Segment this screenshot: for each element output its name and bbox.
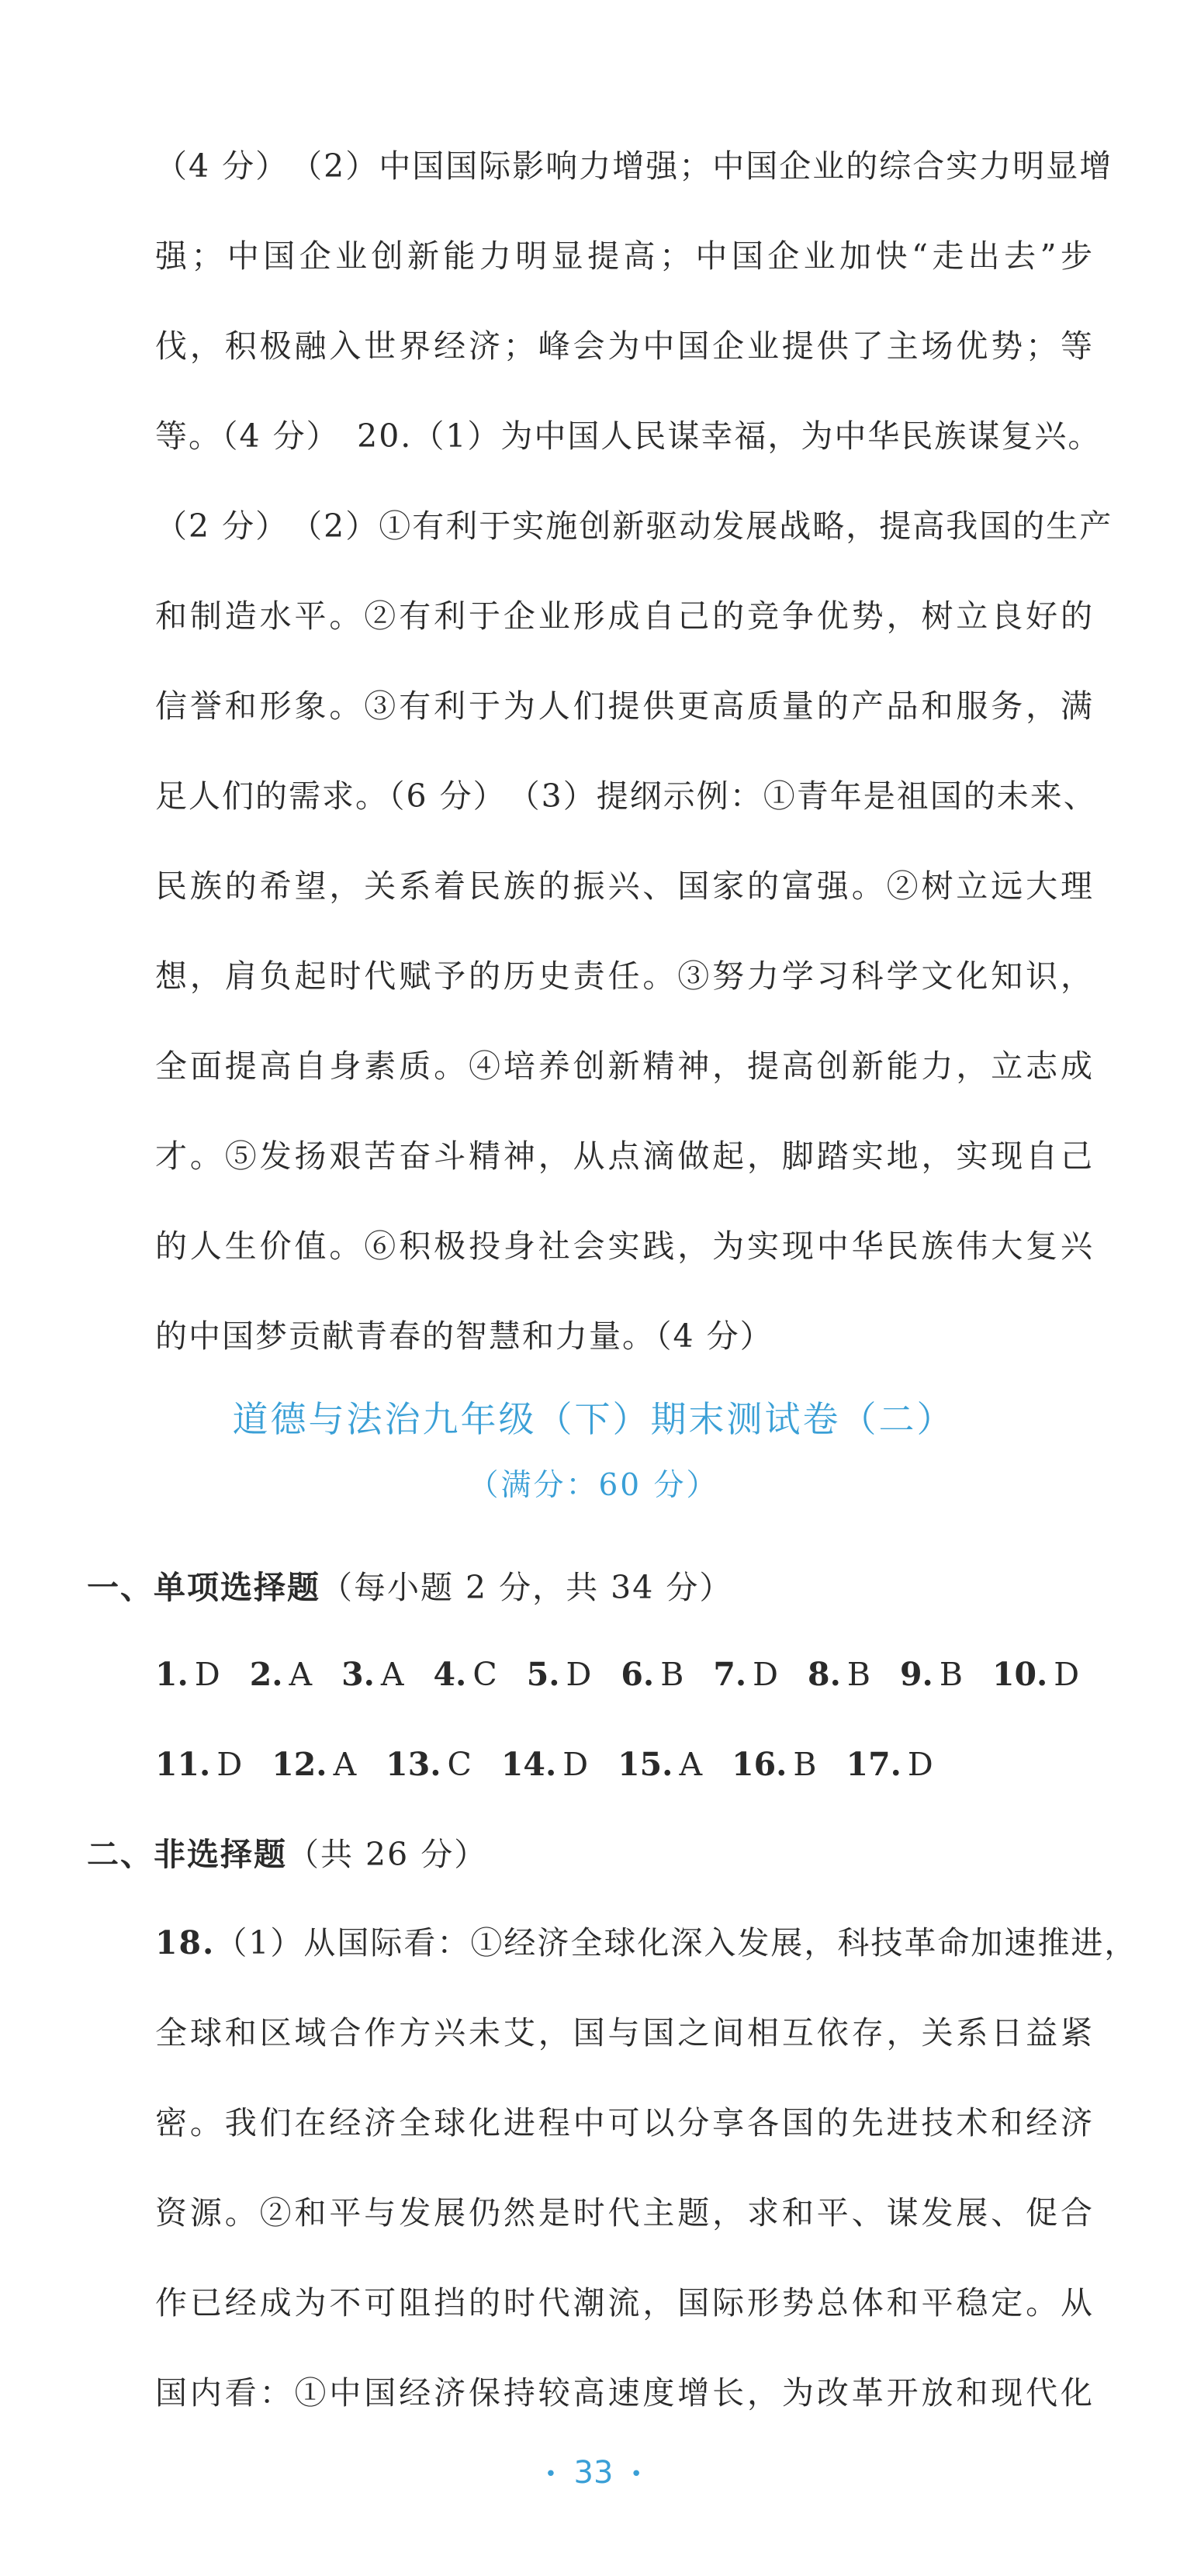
answers-row-1 <box>155 1654 1109 1695</box>
answer-item <box>155 1654 220 1695</box>
answer-choice: D <box>1054 1656 1080 1693</box>
answer-choice: B <box>660 1656 684 1693</box>
answers-row-2 <box>155 1744 963 1785</box>
section-heading-label: 二、非选择题 <box>87 1836 287 1873</box>
answer-choice: D <box>216 1746 243 1783</box>
answer-choice: A <box>380 1656 404 1693</box>
answer-item <box>501 1744 588 1785</box>
answer-line: 强；中国企业创新能力明显提高；中国企业加快“走出去”步 <box>155 237 1094 275</box>
answer-number: 12. <box>272 1746 327 1783</box>
answer-line: 才。⑤发扬艰苦奋斗精神，从点滴做起，脚踏实地，实现自己 <box>155 1137 1094 1175</box>
answer-line <box>155 1923 1138 1963</box>
answer-line <box>155 416 1102 456</box>
answer-number: 15. <box>618 1746 673 1783</box>
answer-line: 的中国梦贡献青春的智慧和力量。（4 分） <box>155 1317 773 1355</box>
answer-item <box>992 1654 1079 1695</box>
answer-choice: D <box>566 1656 592 1693</box>
answer-item <box>386 1744 472 1785</box>
section-heading-label: 一、单项选择题 <box>87 1569 320 1606</box>
answer-choice: B <box>939 1656 963 1693</box>
answer-number: 2. <box>249 1656 283 1693</box>
answer-line: 想，肩负起时代赋予的历史责任。③努力学习科学文化知识， <box>155 957 1094 995</box>
answer-number: 16. <box>732 1746 787 1783</box>
answer-choice: A <box>679 1746 703 1783</box>
answer-choice: D <box>562 1746 589 1783</box>
answer-line: 的人生价值。⑥积极投身社会实践，为实现中华民族伟大复兴 <box>155 1227 1094 1265</box>
answer-item <box>846 1744 933 1785</box>
answer-number: 10. <box>991 1656 1048 1693</box>
question-number: 18. <box>155 1924 216 1961</box>
answer-number: 4. <box>433 1656 467 1693</box>
test-title: 道德与法治九年级（下）期末测试卷（二） <box>232 1398 955 1440</box>
answer-number: 14. <box>500 1746 557 1783</box>
answer-choice: D <box>907 1746 933 1783</box>
answer-line: 信誉和形象。③有利于为人们提供更高质量的产品和服务，满 <box>155 687 1094 725</box>
answer-number: 3. <box>341 1656 375 1693</box>
answer-item <box>527 1654 592 1695</box>
test-subtitle: （满分：60 分） <box>468 1468 719 1503</box>
answer-item <box>341 1654 403 1695</box>
answer-choice: D <box>194 1656 220 1693</box>
answer-number: 9. <box>900 1656 933 1693</box>
section-heading-2 <box>87 1834 487 1875</box>
answer-item <box>808 1654 870 1695</box>
answer-number: 8. <box>808 1656 841 1693</box>
answer-line-text: （1）从国际看：①经济全球化深入发展，科技革命加速推进， <box>215 1924 1138 1961</box>
answer-line: 伐，积极融入世界经济；峰会为中国企业提供了主场优势；等 <box>155 327 1094 365</box>
answer-number: 17. <box>846 1746 901 1783</box>
page-number-dot: • <box>630 2463 642 2486</box>
answer-line: 资源。②和平与发展仍然是时代主题，求和平、谋发展、促合 <box>155 2194 1094 2231</box>
answer-item <box>250 1654 312 1695</box>
answer-line: 足人们的需求。（6 分） （3）提纲示例：①青年是祖国的未来、 <box>155 777 1097 815</box>
answer-item <box>155 1744 242 1785</box>
answer-item <box>272 1744 356 1785</box>
answer-line: 和制造水平。②有利于企业形成自己的竞争优势，树立良好的 <box>155 597 1094 635</box>
section-heading-note: （共 26 分） <box>287 1836 488 1873</box>
page-number <box>0 2453 1187 2494</box>
answer-choice: C <box>472 1656 497 1693</box>
answer-choice: B <box>793 1746 817 1783</box>
answer-choice: A <box>289 1656 313 1693</box>
answer-choice: C <box>447 1746 472 1783</box>
answer-line-text: 等。（4 分） 20.（1）为中国人民谋幸福，为中华民族谋复兴。 <box>155 417 1102 455</box>
answer-choice: D <box>753 1656 779 1693</box>
answer-number: 7. <box>713 1656 747 1693</box>
answer-item <box>621 1654 683 1695</box>
answer-line: 作已经成为不可阻挡的时代潮流，国际形势总体和平稳定。从 <box>155 2284 1094 2322</box>
answer-number: 13. <box>386 1746 441 1783</box>
page-number-value: 33 <box>573 2455 614 2491</box>
answer-item <box>618 1744 702 1785</box>
answer-line: 全面提高自身素质。④培养创新精神，提高创新能力，立志成 <box>155 1047 1094 1085</box>
answer-choice: B <box>846 1656 870 1693</box>
answer-number: 5. <box>526 1656 560 1693</box>
section-heading-note: （每小题 2 分，共 34 分） <box>320 1569 733 1606</box>
section-heading-1 <box>87 1567 732 1608</box>
answer-item <box>434 1654 497 1695</box>
answer-item <box>713 1654 778 1695</box>
answer-line: （4 分） （2）中国国际影响力增强；中国企业的综合实力明显增 <box>155 147 1113 185</box>
answer-number: 1. <box>155 1656 189 1693</box>
answer-number: 11. <box>155 1746 211 1783</box>
answer-line: 国内看：①中国经济保持较高速度增长，为改革开放和现代化 <box>155 2374 1094 2412</box>
answer-line: 密。我们在经济全球化进程中可以分享各国的先进技术和经济 <box>155 2104 1094 2141</box>
answer-number: 6. <box>621 1656 655 1693</box>
answer-item <box>732 1744 816 1785</box>
answer-line: 全球和区域合作方兴未艾，国与国之间相互依存，关系日益紧 <box>155 2014 1094 2051</box>
answer-line: （2 分） （2）①有利于实施创新驱动发展战略，提高我国的生产 <box>155 507 1113 545</box>
page-number-dot: • <box>545 2463 557 2486</box>
answer-item <box>900 1654 963 1695</box>
answer-choice: A <box>333 1746 357 1783</box>
answer-line: 民族的希望，关系着民族的振兴、国家的富强。②树立远大理 <box>155 867 1094 905</box>
